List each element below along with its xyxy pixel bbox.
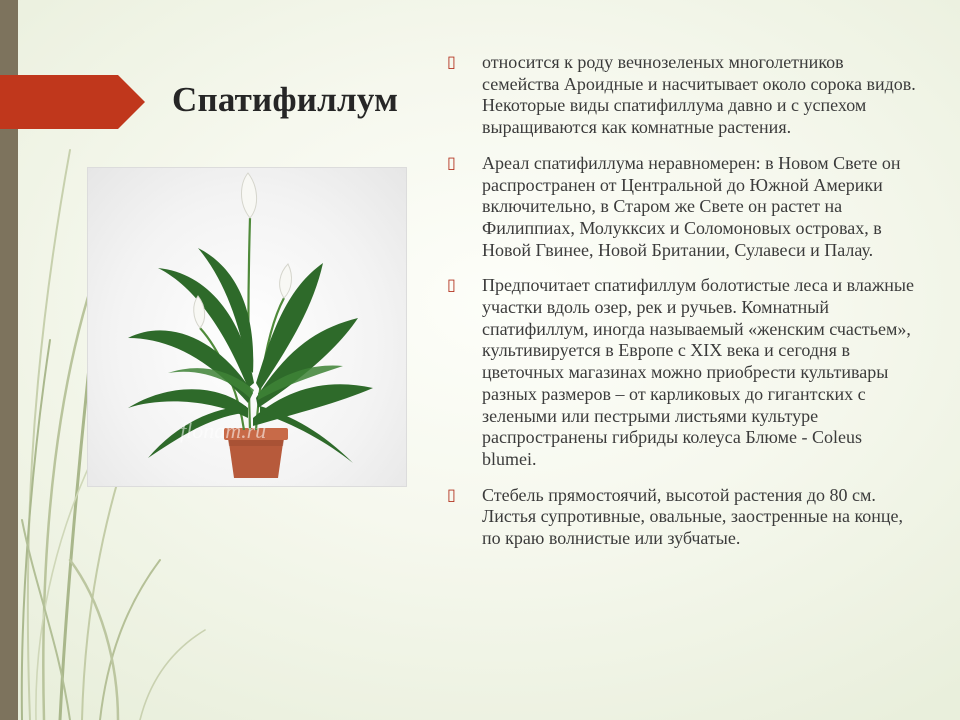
bullet-list [447,52,920,564]
title-arrow-shape [0,75,146,129]
bullet-item [447,484,920,550]
bullet-text: Предпочитает спатифиллум болотистые леса и влажные участки вдоль озер, рек и ручьев. Комнатный спатифиллум, иногда называемый «женским счастьем», культивируется в Европе с XIX века и сегодня в цветочных магазинах можно приобрести культивары разных размеров – от карликовых до гигантских с зелеными или пестрыми листьями культуре распространены гибриды колеуса Блюме - Coleus blumei. [482,275,914,469]
spathiphyllum-photo [87,167,407,487]
bullet-text: Ареал спатифиллума неравномерен: в Новом Свете он распространен от Центральной до Южной Америки включительно, в Старом же Свете он растет на Филиппиах, Молукксих и Соломоновых островах, в Новой Гвинее, Новой Британии, Сулавеси и Палау. [482,152,901,260]
bullet-text: Стебель прямостоячий, высотой растения до 80 см. Листья супротивные, овальные, заостренные на конце, по краю волнистые или зубчатые. [482,484,904,549]
bullet-text: относится к роду вечнозеленых многолетников семейства Ароидные и насчитывает около сорока видов. Некоторые виды спатифиллума давно и с успехом выращиваются как комнатные растения. [482,52,916,138]
spathiphyllum-plant-illustration [88,168,406,486]
bullet-marker-icon: ▯ [447,277,456,295]
slide-title: Спатифиллум [172,80,399,119]
bullet-item [447,52,920,139]
bullet-item [447,275,920,470]
bullet-marker-icon: ▯ [447,54,456,71]
bullet-item [447,152,920,262]
bullet-marker-icon: ▯ [447,486,456,504]
bullet-marker-icon: ▯ [447,154,456,172]
photo-watermark: flonam.ru [180,418,267,443]
